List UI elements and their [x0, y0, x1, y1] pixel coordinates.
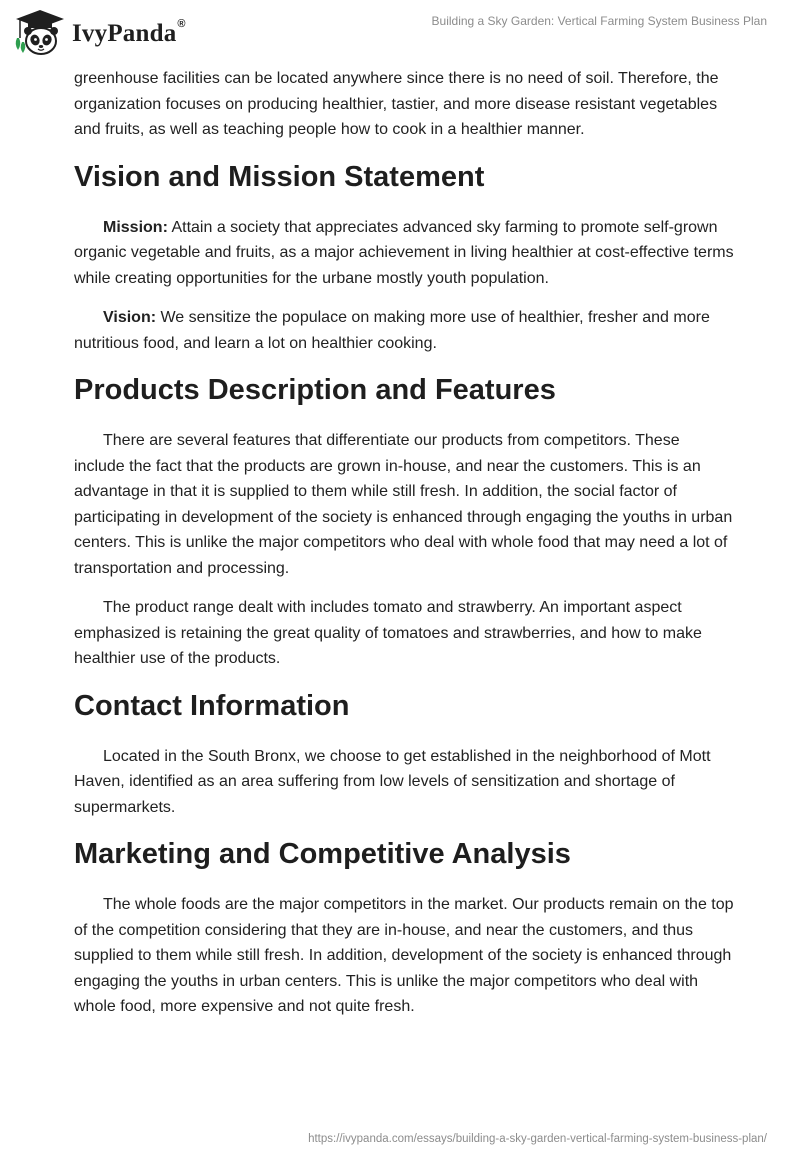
- intro-paragraph: greenhouse facilities can be located anywhere since there is no need of soil. Therefore, the organization focuses on producing healthier, tastier, and more disease resistant vegetables and fruits, as well as teaching people how to cook in a healthier manner.: [74, 70, 719, 138]
- vision-paragraph: [74, 305, 734, 356]
- mission-label: Mission:: [103, 218, 168, 236]
- section-heading-products: Products Description and Features: [74, 374, 556, 406]
- products-paragraph-2: The product range dealt with includes tomato and strawberry. An important aspect emphasized is retaining the great quality of tomatoes and strawberries, and how to make healthier use of the products.: [74, 599, 702, 667]
- logo-wordmark: IvyPanda®: [72, 18, 186, 47]
- source-url-link[interactable]: https://ivypanda.com/essays/building-a-sky-garden-vertical-farming-system-business-plan/: [308, 1133, 767, 1145]
- section-heading-vision-mission: Vision and Mission Statement: [74, 160, 485, 193]
- vision-label: Vision:: [103, 309, 157, 326]
- essay-content: [74, 66, 734, 1034]
- vision-text: We sensitize the populace on making more use of healthier, fresher and more nutritious food, and learn a lot on healthier cooking.: [74, 309, 710, 352]
- marketing-paragraph: The whole foods are the major competitors in the market. Our products remain on the top of the competition considering that they are in-house, and near the customers, and thus supplied to them while still fresh. In addition, development of the society is enhanced through engaging the youths in urban centers. This is unlike the major competitors who deal with whole food, more expensive and not quite fresh.: [74, 896, 734, 1015]
- mission-text: Attain a society that appreciates advanced sky farming to promote self-grown organic vegetable and fruits, as a major achievement in living healthier at cost-effective terms while creating opportunities for the urbane mostly youth population.: [74, 218, 734, 287]
- page-header: [0, 0, 800, 70]
- section-heading-marketing: Marketing and Competitive Analysis: [74, 838, 571, 870]
- document-title: Building a Sky Garden: Vertical Farming System Business Plan: [431, 14, 767, 28]
- products-paragraph-1: There are several features that differentiate our products from competitors. These include the fact that the products are grown in-house, and near the customers. This is an advantage in that it is supplied to them while still fresh. In addition, the social factor of participating in development of the society is enhanced through engaging the youths in urban centers. This is unlike the major competitors who deal with whole food that may need a lot of transportation and processing.: [74, 432, 733, 577]
- mission-paragraph: [74, 215, 734, 292]
- ivypanda-logo[interactable]: [14, 8, 186, 58]
- section-heading-contact: Contact Information: [74, 689, 350, 722]
- contact-paragraph: Located in the South Bronx, we choose to get established in the neighborhood of Mott Haven, identified as an area suffering from low levels of sensitization and shortage of supermarkets.: [74, 747, 711, 816]
- panda-logo-icon: [14, 8, 66, 58]
